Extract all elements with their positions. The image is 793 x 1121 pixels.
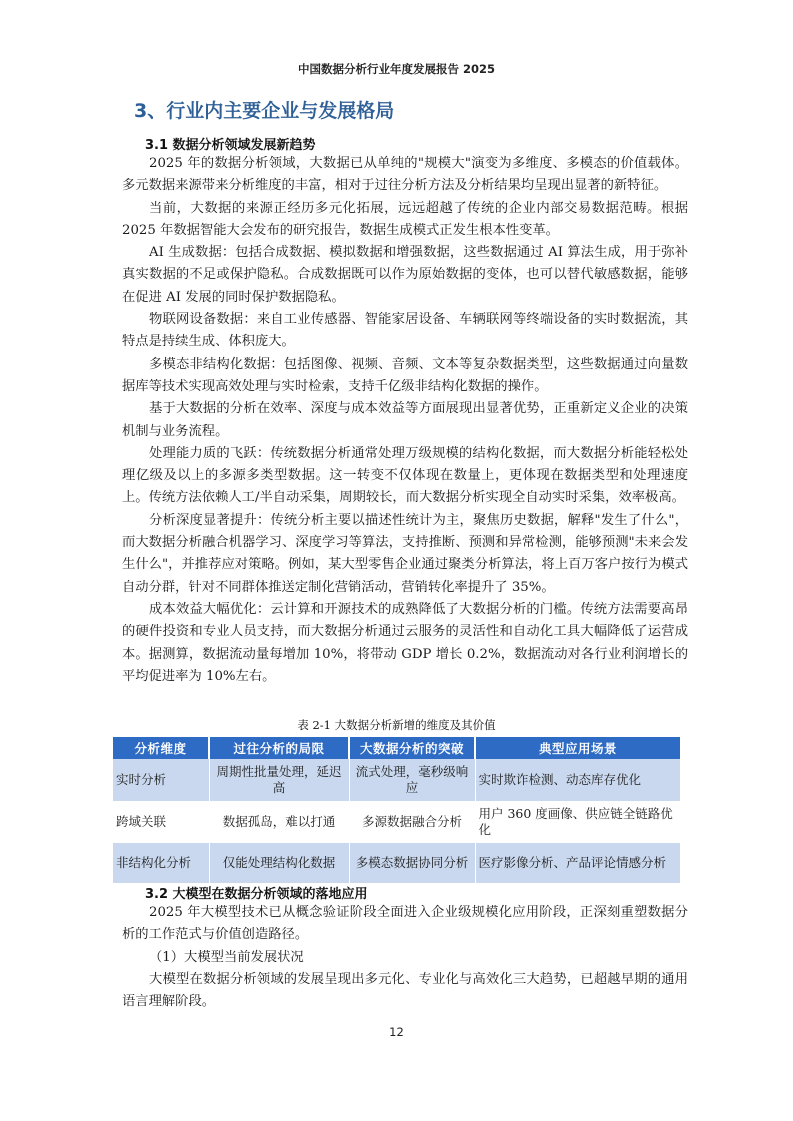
dimensions-table bbox=[113, 737, 680, 883]
table-row bbox=[113, 801, 680, 843]
table-cell: 用户 360 度画像、供应链全链路优化 bbox=[475, 801, 680, 843]
table-header-cell: 典型应用场景 bbox=[475, 737, 680, 759]
table-cell: 跨域关联 bbox=[113, 801, 209, 843]
table-cell: 实时分析 bbox=[113, 759, 209, 801]
paragraph: AI 生成数据：包括合成数据、模拟数据和增强数据，这些数据通过 AI 算法生成，用于弥补真实数据的不足或保护隐私。合成数据既可以作为原始数据的变体，也可以替代敏感数据，能够在促进 AI 发展的同时保护数据隐私。 bbox=[122, 245, 688, 305]
subsection-title-3-1: 3.1 数据分析领域发展新趋势 bbox=[145, 138, 316, 153]
paragraph: 2025 年的数据分析领域，大数据已从单纯的"规模大"演变为多维度、多模态的价值载体。多元数据来源带来分析维度的丰富，相对于过往分析方法及分析结果均呈现出显著的新特征。 bbox=[122, 156, 688, 194]
page-number: 12 bbox=[389, 1025, 404, 1039]
section-title: 3、行业内主要企业与发展格局 bbox=[134, 100, 395, 122]
paragraph: 分析深度显著提升：传统分析主要以描述性统计为主，聚焦历史数据，解释"发生了什么"，而大数据分析融合机器学习、深度学习等算法，支持推断、预测和异常检测，能够预测"未来会发生什么"，并推荐应对策略。例如，某大型零售企业通过聚类分析算法，将上百万客户按行为模式自动分群，针对不同群体推送定制化营销活动，营销转化率提升了 35%。 bbox=[122, 512, 688, 595]
paragraph: （1）大模型当前发展状况 bbox=[149, 949, 304, 965]
paragraph: 大模型在数据分析领域的发展呈现出多元化、专业化与高效化三大趋势，已超越早期的通用语言理解阶段。 bbox=[122, 971, 688, 1010]
paragraph: 处理能力质的飞跃：传统数据分析通常处理万级规模的结构化数据，而大数据分析能轻松处理亿级及以上的多源多类型数据。这一转变不仅体现在数量上，更体现在数据类型和处理速度上。传统方法依赖人工/半自动采集，周期较长，而大数据分析实现全自动实时采集，效率极高。 bbox=[122, 445, 688, 506]
paragraph: 2025 年大模型技术已从概念验证阶段全面进入企业级规模化应用阶段，正深刻重塑数据分析的工作范式与价值创造路径。 bbox=[122, 905, 688, 943]
paragraph: 当前，大数据的来源正经历多元化拓展，远远超越了传统的企业内部交易数据范畴。根据 2025 年数据智能大会发布的研究报告，数据生成模式正发生根本性变革。 bbox=[122, 200, 688, 238]
section-3-2-body bbox=[122, 902, 688, 1013]
paragraph: 多模态非结构化数据：包括图像、视频、音频、文本等复杂数据类型，这些数据通过向量数据库等技术实现高效处理与实时检索，支持千亿级非结构化数据的操作。 bbox=[122, 356, 688, 394]
table-header-cell: 大数据分析的突破 bbox=[349, 737, 475, 759]
table-row bbox=[113, 843, 680, 883]
table-header-row bbox=[113, 737, 680, 759]
table-cell: 多模态数据协同分析 bbox=[349, 843, 475, 883]
table-row bbox=[113, 759, 680, 801]
subsection-title-3-2: 3.2 大模型在数据分析领域的落地应用 bbox=[145, 887, 368, 902]
running-header: 中国数据分析行业年度发展报告 2025 bbox=[297, 62, 495, 76]
table-cell: 数据孤岛，难以打通 bbox=[209, 801, 349, 843]
table-cell: 流式处理，毫秒级响应 bbox=[349, 759, 475, 801]
table-cell: 非结构化分析 bbox=[113, 843, 209, 883]
paragraph: 物联网设备数据：来自工业传感器、智能家居设备、车辆联网等终端设备的实时数据流，其特点是持续生成、体积庞大。 bbox=[122, 312, 688, 350]
table-cell: 周期性批量处理，延迟高 bbox=[209, 759, 349, 801]
table-cell: 医疗影像分析、产品评论情感分析 bbox=[475, 843, 680, 883]
paragraph: 基于大数据的分析在效率、深度与成本效益等方面展现出显著优势，正重新定义企业的决策机制与业务流程。 bbox=[122, 401, 688, 439]
table-cell: 实时欺诈检测、动态库存优化 bbox=[475, 759, 680, 801]
table-header-cell: 分析维度 bbox=[113, 737, 209, 759]
table-cell: 多源数据融合分析 bbox=[349, 801, 475, 843]
table-caption: 表 2-1 大数据分析新增的维度及其价值 bbox=[297, 718, 496, 732]
paragraph: 成本效益大幅优化：云计算和开源技术的成熟降低了大数据分析的门槛。传统方法需要高昂的硬件投资和专业人员支持，而大数据分析通过云服务的灵活性和自动化工具大幅降低了运营成本。据测算，数据流动量每增加 10%，将带动 GDP 增长 0.2%，数据流动对各行业利润增长的平均促进率为 10%左右。 bbox=[122, 601, 688, 684]
table-cell: 仅能处理结构化数据 bbox=[209, 843, 349, 883]
section-3-1-body bbox=[122, 153, 688, 688]
table-header-cell: 过往分析的局限 bbox=[209, 737, 349, 759]
